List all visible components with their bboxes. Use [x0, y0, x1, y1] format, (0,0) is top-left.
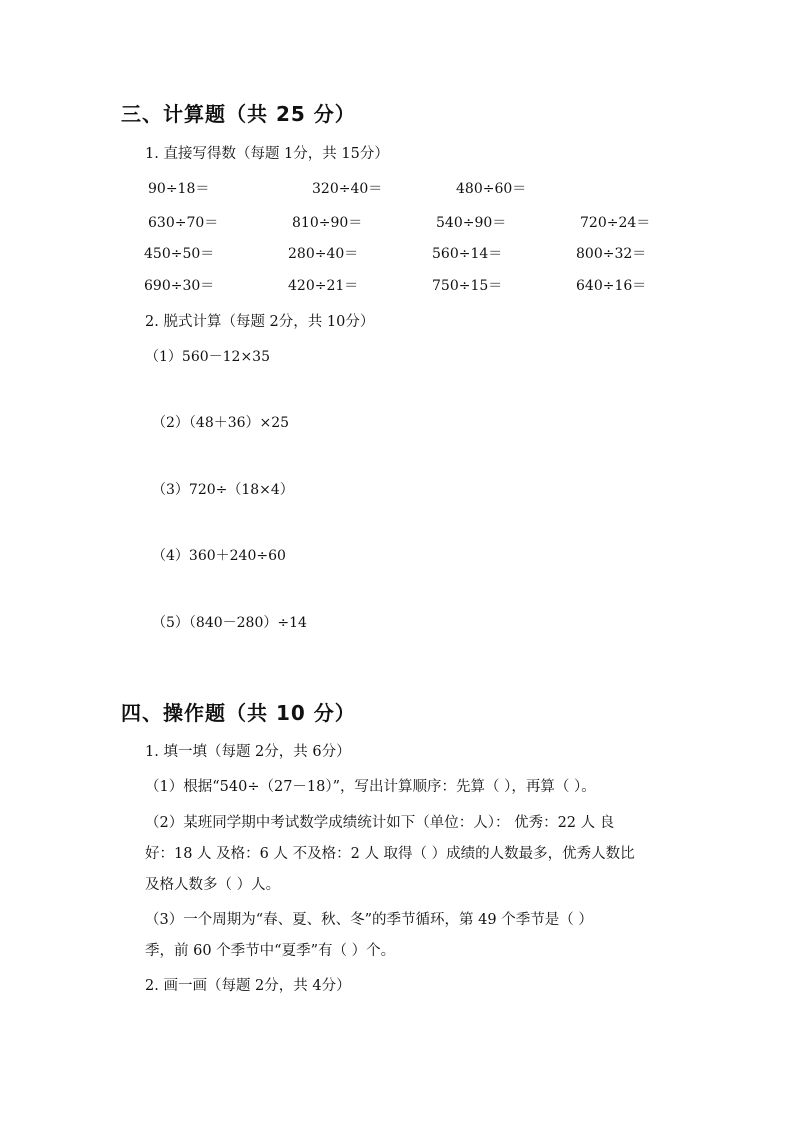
fill-in-question-1: （1）根据“540÷（27－18）”，写出计算顺序：先算（ ），再算（ ）。	[145, 779, 596, 795]
calc-item: 750÷15＝	[432, 278, 503, 294]
calc-item: 480÷60＝	[456, 181, 527, 197]
calc-item: 640÷16＝	[576, 278, 647, 294]
calc-item: 560÷14＝	[432, 246, 503, 262]
calc-item: 320÷40＝	[312, 181, 383, 197]
calc-item: 720÷24＝	[580, 215, 651, 231]
fill-in-question-2-line: （2）某班同学期中考试数学成绩统计如下（单位：人）： 优秀：22 人 良	[145, 815, 615, 831]
fill-in-question-2-line: 及格人数多（ ）人。	[145, 877, 281, 893]
calc-item: 800÷32＝	[576, 246, 647, 262]
calc-item: 540÷90＝	[436, 215, 507, 231]
question-title-drawing: 2. 画一画（每题 2分，共 4分）	[145, 978, 351, 994]
calc-item: 630÷70＝	[148, 215, 219, 231]
step-calc-item: （5）（840－280）÷14	[152, 615, 307, 631]
section-heading-operation: 四、操作题（共 10 分）	[121, 701, 356, 725]
step-calc-item: （4）360＋240÷60	[152, 548, 286, 564]
step-calc-item: （2）（48＋36）×25	[152, 415, 290, 431]
calc-item: 450÷50＝	[144, 246, 215, 262]
question-title-step-calculation: 2. 脱式计算（每题 2分，共 10分）	[145, 314, 375, 330]
calc-item: 90÷18＝	[148, 181, 210, 197]
question-title-direct-answers: 1. 直接写得数（每题 1分，共 15分）	[145, 146, 389, 162]
calc-item: 810÷90＝	[292, 215, 363, 231]
calc-item: 420÷21＝	[288, 278, 359, 294]
step-calc-item: （3）720÷（18×4）	[152, 482, 294, 498]
question-title-fill-in: 1. 填一填（每题 2分，共 6分）	[145, 744, 351, 760]
section-heading-calculation: 三、计算题（共 25 分）	[121, 102, 356, 126]
fill-in-question-3-line: （3）一个周期为“春、夏、秋、冬”的季节循环，第 49 个季节是（ ）	[145, 912, 593, 928]
fill-in-question-2-line: 好：18 人 及格：6 人 不及格：2 人 取得（ ）成绩的人数最多，优秀人数比	[145, 846, 635, 862]
step-calc-item: （1）560－12×35	[145, 349, 270, 365]
fill-in-question-3-line: 季，前 60 个季节中“夏季”有（ ）个。	[145, 943, 396, 959]
calc-item: 690÷30＝	[144, 278, 215, 294]
calc-item: 280÷40＝	[288, 246, 359, 262]
